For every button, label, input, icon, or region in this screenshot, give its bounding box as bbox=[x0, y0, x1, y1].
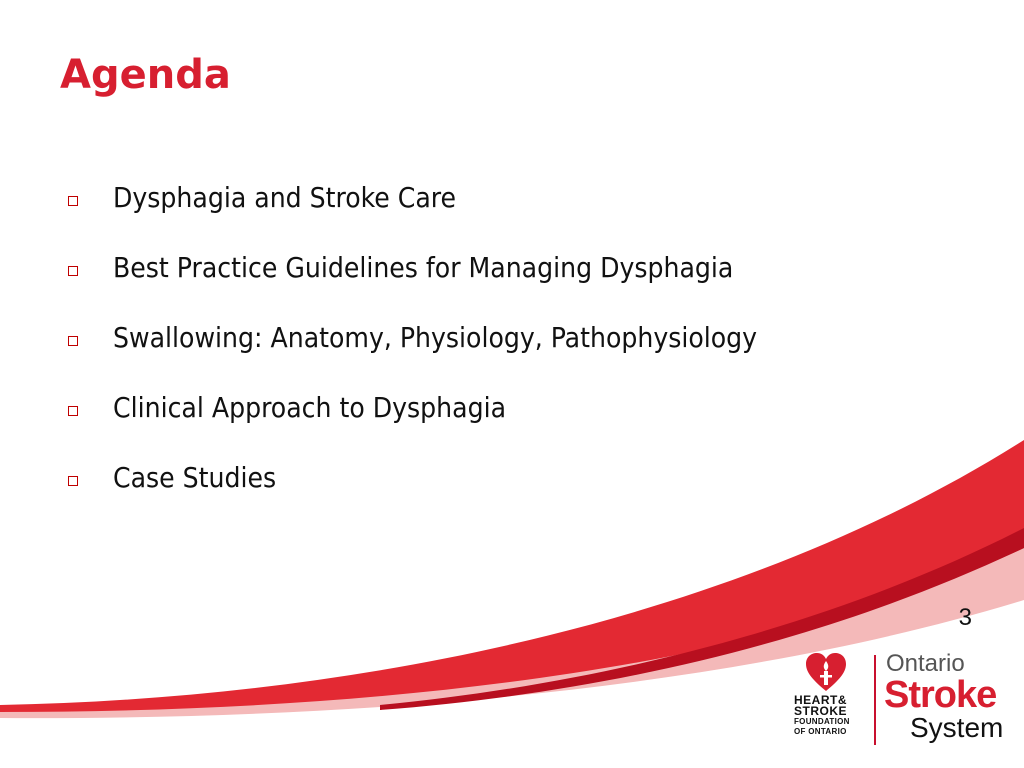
agenda-item-text: Swallowing: Anatomy, Physiology, Pathophysiology bbox=[113, 321, 758, 354]
ontario-stroke-system-logo bbox=[884, 650, 1014, 750]
agenda-list bbox=[68, 176, 757, 526]
square-bullet-icon bbox=[68, 196, 78, 206]
agenda-item-text: Dysphagia and Stroke Care bbox=[113, 181, 457, 214]
agenda-item-text: Best Practice Guidelines for Managing Dysphagia bbox=[113, 251, 734, 284]
page-number: 3 bbox=[958, 604, 972, 631]
square-bullet-icon bbox=[68, 406, 78, 416]
hsf-line: STROKE bbox=[794, 704, 848, 718]
logo-divider bbox=[874, 655, 876, 745]
heart-torch-icon bbox=[804, 651, 848, 695]
agenda-item bbox=[68, 176, 757, 246]
hsf-wordmark bbox=[794, 695, 850, 737]
oss-ontario-text: Ontario bbox=[886, 650, 965, 677]
agenda-item bbox=[68, 246, 757, 316]
agenda-item bbox=[68, 316, 757, 386]
agenda-item-text: Clinical Approach to Dysphagia bbox=[113, 391, 506, 424]
hsf-line: FOUNDATION bbox=[794, 717, 850, 726]
agenda-item bbox=[68, 386, 757, 456]
heart-and-stroke-logo bbox=[794, 651, 860, 746]
square-bullet-icon bbox=[68, 476, 78, 486]
agenda-item-text: Case Studies bbox=[113, 461, 277, 494]
square-bullet-icon bbox=[68, 336, 78, 346]
oss-system-text: System bbox=[910, 712, 1004, 743]
oss-stroke-text: Stroke bbox=[884, 674, 997, 716]
hsf-line: OF ONTARIO bbox=[794, 727, 847, 736]
hsf-line: HEART& bbox=[794, 693, 847, 707]
square-bullet-icon bbox=[68, 266, 78, 276]
agenda-item bbox=[68, 456, 757, 526]
slide-title: Agenda bbox=[60, 52, 231, 98]
